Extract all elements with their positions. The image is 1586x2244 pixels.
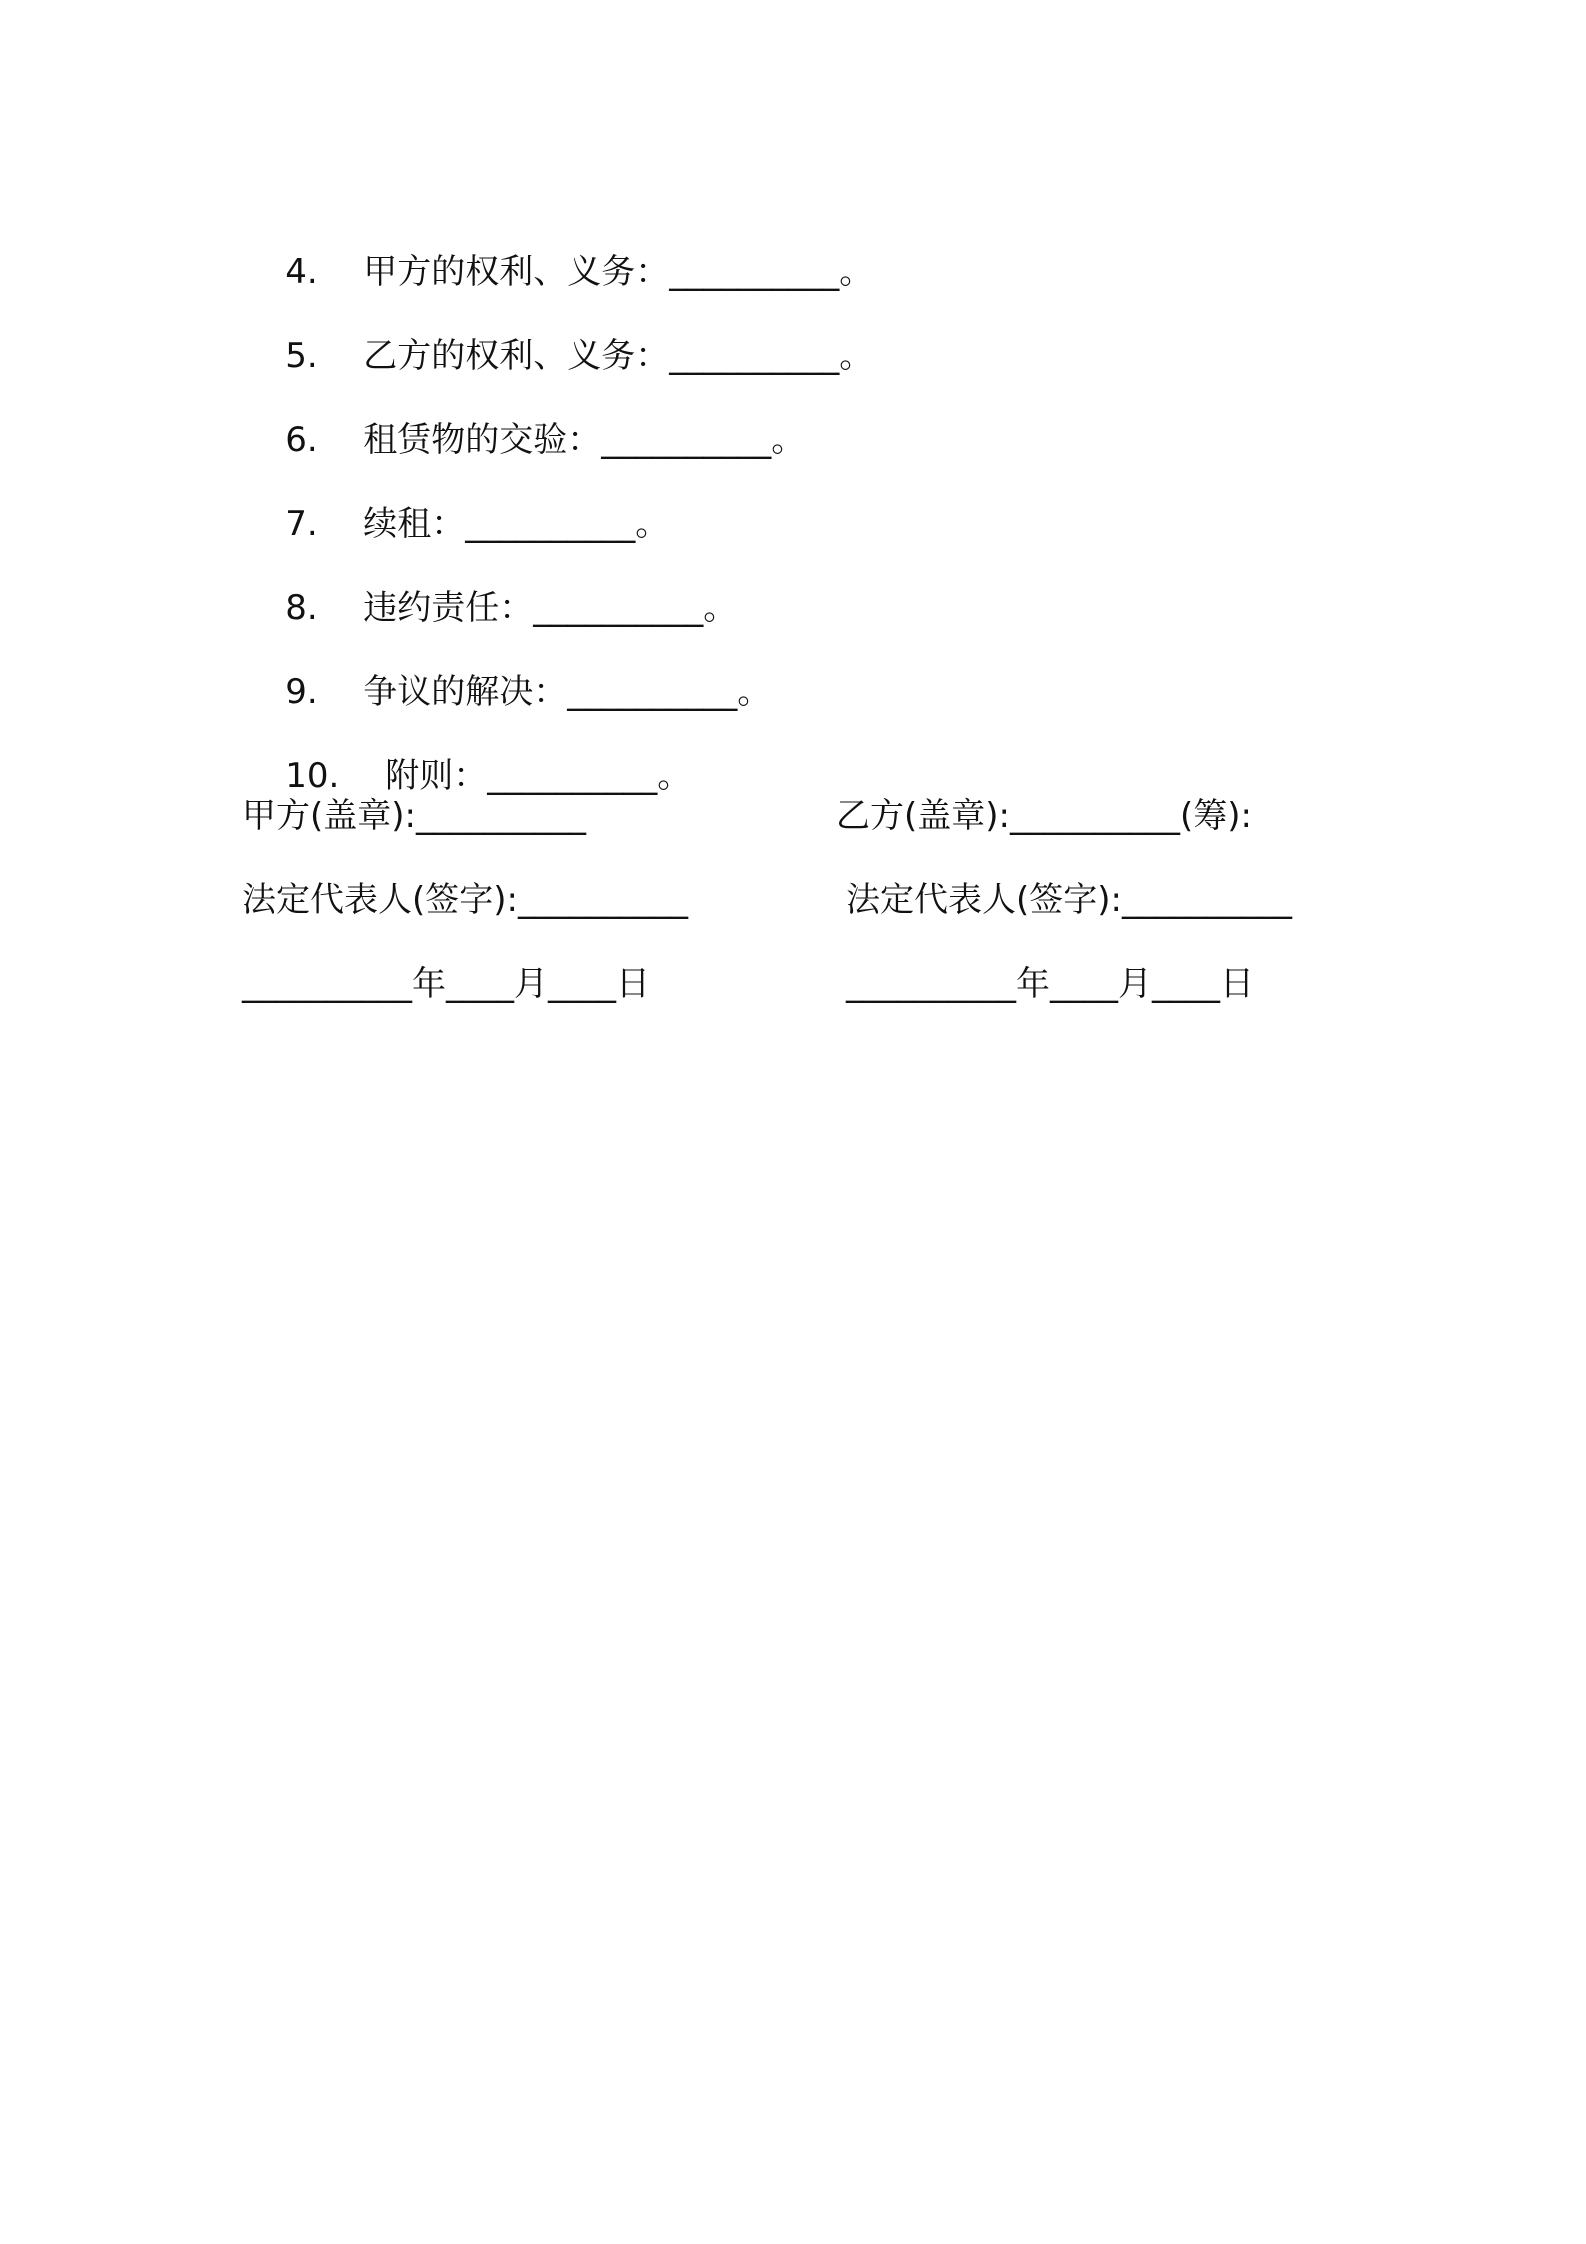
clause-number: 9. [285,672,318,712]
party-a-date: __________年____月____日 [242,964,650,1004]
clause-number: 8. [285,588,318,628]
clause-text: 租赁物的交验：__________。 [363,420,806,460]
party-a-seal: 甲方(盖章):__________ [242,796,586,836]
clause-text: 违约责任：__________。 [363,588,738,628]
party-b-seal: 乙方(盖章):__________(筹): [836,796,1252,836]
clause-text: 争议的解决：__________。 [363,672,772,712]
party-b-date: __________年____月____日 [846,964,1254,1004]
party-b-representative: 法定代表人(签字):__________ [846,880,1292,920]
clause-number: 10. [285,756,340,796]
clause-text: 甲方的权利、义务：__________。 [363,252,874,292]
clause-number: 6. [285,420,318,460]
clause-number: 4. [285,252,318,292]
clause-text: 附则：__________。 [385,756,692,796]
clause-text: 续租：__________。 [363,504,670,544]
clause-number: 7. [285,504,318,544]
clause-text: 乙方的权利、义务：__________。 [363,336,874,376]
party-a-representative: 法定代表人(签字):__________ [242,880,688,920]
clause-number: 5. [285,336,318,376]
